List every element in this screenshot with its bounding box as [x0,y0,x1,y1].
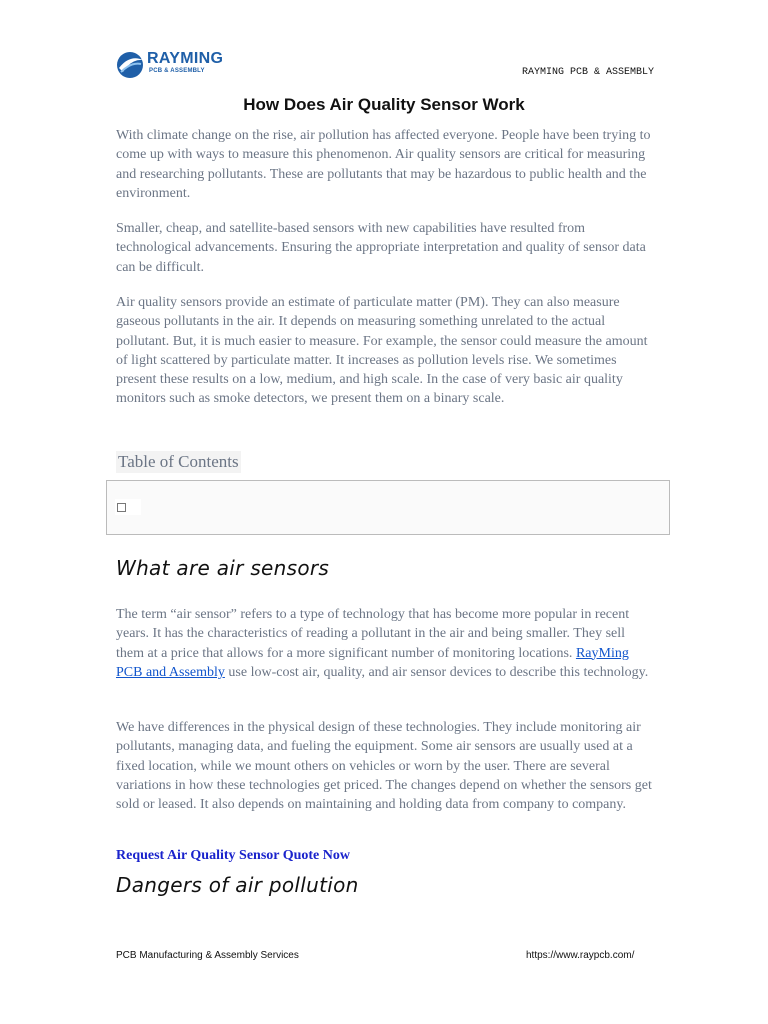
air-sensors-paragraph-2: We have differences in the physical design of these technologies. They include monitoring air pollutants, managing data, and fueling the equipment. Some air sensors are usually used at a fixed location, while we mount others on vehicles or worn by the user. There are several variations in how these technologies get priced. The changes depend on whether the sensors get sold or leased. It also depends on maintaining and holding data from company to company. [116,720,652,813]
section-heading-air-sensors: What are air sensors [116,556,330,580]
footer-services: PCB Manufacturing & Assembly Services [116,950,299,961]
intro-paragraph-1: With climate change on the rise, air pollution has affected everyone. People have been trying to come up with ways to measure this phenomenon. Air quality sensors are critical for measuring and researching pollutants. These are pollutants that may be hazardous to public health and the environment. [116,128,651,201]
paragraph-text: use low-cost air, quality, and air sensor devices to describe this technology. [224,664,649,680]
logo-name: RAYMING [147,50,224,67]
intro-paragraph-3: Air quality sensors provide an estimate of particulate matter (PM). They can also measure gaseous pollutants in the air. It depends on measuring something unrelated to the actual pollutant. But, it is much easier to measure. For example, the sensor could measure the amount of light scattered by particulate matter. It increases as pollution levels rise. We sometimes present these results on a low, medium, and high scale. In the case of very basic air quality monitors such as smoke detectors, we present them on a binary scale. [116,295,648,407]
toc-title: Table of Contents [118,452,239,471]
rayming-logo-icon [115,50,145,80]
intro-paragraph-2: Smaller, cheap, and satellite-based sensors with new capabilities have resulted from technological advancements. Ensuring the appropriate interpretation and quality of sensor data can be difficult. [116,221,646,275]
toc-checkbox-icon[interactable] [117,503,126,512]
footer-url[interactable]: https://www.raypcb.com/ [526,950,635,961]
section-heading-dangers: Dangers of air pollution [116,873,359,897]
rayming-link[interactable]: RayMing PCB and Assembly [116,645,629,680]
rayming-logo [115,48,225,82]
air-sensors-paragraph-1 [116,605,656,682]
toc-box [106,480,670,535]
paragraph-text: The term “air sensor” refers to a type of technology that has become more popular in recent years. It has the characteristics of reading a pollutant in the air and being smaller. They sell them at a price that allows for a more significant number of monitoring locations. [116,607,630,661]
logo-subtitle: PCB & ASSEMBLY [149,68,205,74]
quote-request-link[interactable]: Request Air Quality Sensor Quote Now [116,848,350,863]
header-company-name: RAYMING PCB & ASSEMBLY [522,67,655,78]
page-title: How Does Air Quality Sensor Work [243,95,525,114]
